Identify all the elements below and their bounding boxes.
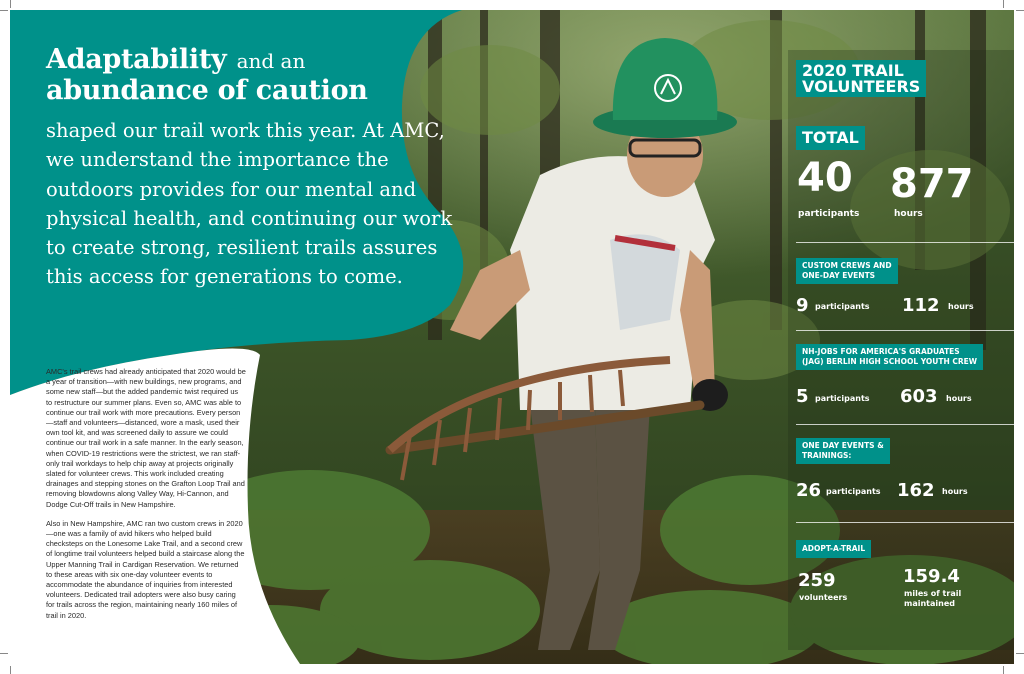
adopt-miles-value: 159.4 [903, 566, 960, 587]
adopt-volunteers-label: volunteers [799, 593, 848, 602]
jag-tag-line-2: (JAG) BERLIN HIGH SCHOOL YOUTH CREW [802, 357, 978, 366]
divider [796, 424, 1014, 425]
one-day-participants-label: participants [826, 487, 881, 496]
jag-hours-label: hours [946, 394, 972, 403]
jag-hours-value: 603 [900, 386, 938, 407]
body-text [46, 367, 246, 630]
jag-tag [796, 344, 983, 370]
jag-participants-label: participants [815, 394, 870, 403]
crop-mark [1016, 653, 1024, 664]
stats-title [796, 60, 926, 97]
crop-mark [1003, 666, 1014, 674]
crop-mark [0, 10, 8, 21]
adopt-miles-label-line-2: maintained [904, 599, 955, 608]
crop-mark [10, 666, 21, 674]
custom-participants-label: participants [815, 302, 870, 311]
total-hours-value: 877 [890, 161, 974, 207]
intro-paragraph: shaped our trail work this year. At AMC, we understand the importance the outdoors provides for our mental and physical health, and continuing our work to create strong, resilient trails assures this access for generations to come. [46, 119, 453, 289]
adopt-miles-label [904, 589, 961, 609]
custom-hours-label: hours [948, 302, 974, 311]
body-paragraph-2: Also in New Hampshire, AMC ran two custom crews in 2020—one was a family of avid hikers who helped build checksteps on the Lonesome Lake Trail, and a second crew of longtime trail volunteers helped build a staircase along the Upper Manning Trail in Cardigan Reservation. We returned to these areas with six one-day volunteer events to accommodate the abundance of inquiries from interested volunteers. Dedicated trail adopters were also busy caring for trails across the region, maintaining nearly 160 miles of trail in 2020. [46, 518, 245, 620]
headline-line-2: abundance of caution [46, 75, 368, 106]
adopt-miles-label-line-1: miles of trail [904, 589, 962, 598]
custom-hours-value: 112 [902, 295, 940, 316]
custom-crews-tag-line-1: CUSTOM CREWS AND [802, 261, 892, 270]
magazine-spread [10, 10, 1014, 664]
adopt-volunteers-value: 259 [798, 570, 836, 591]
one-day-hours-label: hours [942, 487, 968, 496]
one-day-events-tag-line-2: TRAININGS: [802, 451, 852, 460]
total-hours-label: hours [894, 209, 923, 219]
headline-word-adaptability: Adaptability [46, 44, 227, 75]
one-day-participants-value: 26 [796, 480, 822, 501]
headline [46, 42, 466, 106]
divider [796, 242, 1014, 243]
adopt-a-trail-tag: ADOPT-A-TRAIL [796, 540, 871, 558]
total-participants-label: participants [798, 209, 860, 219]
custom-participants-value: 9 [796, 295, 809, 316]
custom-crews-tag-line-2: ONE-DAY EVENTS [802, 271, 876, 280]
total-tag: TOTAL [796, 126, 865, 150]
stats-title-line-2: VOLUNTEERS [802, 77, 921, 96]
total-participants-value: 40 [797, 155, 853, 201]
jag-participants-value: 5 [796, 386, 809, 407]
jag-tag-line-1: NH-JOBS FOR AMERICA'S GRADUATES [802, 347, 960, 356]
divider [796, 522, 1014, 523]
headline-and-an: and an [236, 49, 306, 73]
body-paragraph-1: AMC's trail crews had already anticipated that 2020 would be a year of transition—with new buildings, new programs, and some new staff—but the added pandemic twist required us to restructure our summer plans. Even so, AMC was able to continue our trail work with more precautions. Every person—staff and volunteers—distanced, wore a mask, used their own tool kit, and was screened daily to assure we could continue our trail work in a safe manner. In the early season, when COVID-19 restrictions were the strictest, we ran staff-only trail workdays to help chip away at projects originally slated for volunteer crews. This work included creating drainages and stepping stones on the Grafton Loop Trail and removing blowdowns along Valley Way, Hi-Cannon, and Dodge Cut-Off trails in New Hampshire. [46, 367, 246, 509]
one-day-events-tag-line-1: ONE DAY EVENTS & [802, 441, 884, 450]
crop-mark [1016, 10, 1024, 21]
one-day-events-tag [796, 438, 890, 464]
crop-mark [0, 653, 8, 664]
stats-title-line-1: 2020 TRAIL [802, 61, 904, 80]
divider [796, 330, 1014, 331]
crop-mark [1003, 0, 1014, 8]
crop-mark [10, 0, 21, 8]
custom-crews-tag [796, 258, 898, 284]
one-day-hours-value: 162 [897, 480, 935, 501]
